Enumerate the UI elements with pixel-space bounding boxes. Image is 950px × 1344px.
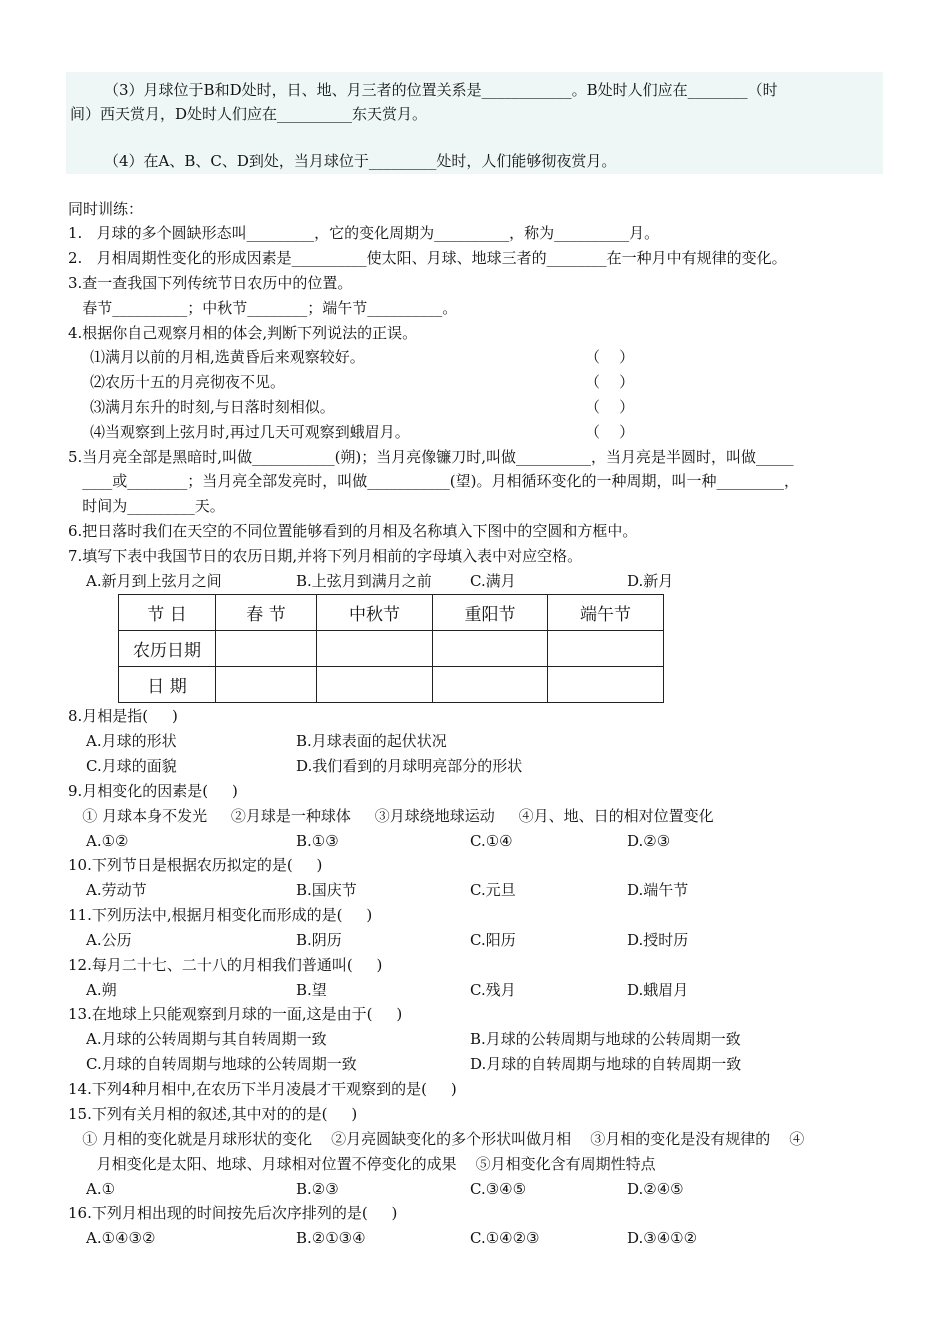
table-header-cell: 春 节 (216, 595, 317, 631)
mc-question-11: 11.下列历法中,根据月相变化而形成的是( ) (68, 906, 373, 924)
fill-question-6: 6.把日落时我们在天空的不同位置能够看到的月相及名称填入下图中的空圆和方框中。 (68, 522, 638, 540)
q10-option-c[interactable]: C.元旦 (470, 881, 516, 899)
q9-option-a[interactable]: A.①② (86, 832, 129, 850)
q9-statements: ① 月球本身不发光 ②月球是一种球体 ③月球绕地球运动 ④月、地、日的相对位置变化 (68, 807, 714, 825)
q15-option-c[interactable]: C.③④⑤ (470, 1180, 527, 1198)
q11-option-d[interactable]: D.授时历 (627, 931, 689, 949)
q4-answer-paren-2[interactable]: （ ） (585, 373, 635, 391)
fill-question-5-line3: 时间为_________天。 (68, 497, 225, 515)
table-cell[interactable] (317, 667, 433, 703)
q15-option-b[interactable]: B.②③ (296, 1180, 339, 1198)
q8-option-a[interactable]: A.月球的形状 (86, 732, 177, 750)
q13-option-d[interactable]: D.月球的自转周期与地球的自转周期一致 (470, 1055, 742, 1073)
q8-option-b[interactable]: B.月球表面的起伏状况 (296, 732, 447, 750)
q3-moon-position-line2: 间）西天赏月，D处时人们应在__________东天赏月。 (70, 105, 428, 123)
q4-statement-3: ⑶满月东升的时刻,与日落时刻相似。 (90, 398, 335, 416)
q12-option-a[interactable]: A.朔 (86, 981, 117, 999)
table-header-cell: 端午节 (548, 595, 664, 631)
fill-question-3-items: 春节__________；中秋节________；端午节__________。 (68, 299, 458, 317)
q7-option-c: C.满月 (470, 572, 516, 590)
table-header-cell: 重阳节 (433, 595, 548, 631)
q16-option-d[interactable]: D.③④①② (627, 1229, 698, 1247)
table-header-cell: 中秋节 (317, 595, 433, 631)
q13-option-a[interactable]: A.月球的公转周期与其自转周期一致 (86, 1030, 327, 1048)
q9-option-d[interactable]: D.②③ (627, 832, 671, 850)
mc-question-12: 12.每月二十七、二十八的月相我们普通叫( ) (68, 956, 383, 974)
q15-statements-line1: ① 月相的变化就是月球形状的变化 ②月亮圆缺变化的多个形状叫做月相 ③月相的变化是没有规律的 ④ (68, 1130, 805, 1148)
fill-question-2: 2. 月相周期性变化的形成因素是__________使太阳、月球、地球三者的________在一种月中有规律的变化。 (68, 249, 787, 267)
q9-option-b[interactable]: B.①③ (296, 832, 339, 850)
table-row (119, 631, 664, 667)
q9-option-c[interactable]: C.①④ (470, 832, 513, 850)
fill-question-1: 1. 月球的多个圆缺形态叫_________，它的变化周期为__________，称为__________月。 (68, 224, 660, 242)
q15-statements-line2: 月相变化是太阳、地球、月球相对位置不停变化的成果 ⑤月相变化含有周期性特点 (68, 1155, 656, 1173)
q8-option-d[interactable]: D.我们看到的月球明亮部分的形状 (296, 757, 523, 775)
fill-question-3: 3.查一查我国下列传统节日农历中的位置。 (68, 274, 353, 292)
section-title: 同时训练： (68, 200, 144, 218)
mc-question-15: 15.下列有关月相的叙述,其中对的的是( ) (68, 1105, 358, 1123)
mc-question-9: 9.月相变化的因素是( ) (68, 782, 238, 800)
table-cell[interactable] (317, 631, 433, 667)
fill-question-4: 4.根据你自己观察月相的体会,判断下列说法的正误。 (68, 324, 418, 342)
q11-option-b[interactable]: B.阴历 (296, 931, 342, 949)
q4-answer-paren-1[interactable]: （ ） (585, 348, 635, 366)
q4-statement-1: ⑴满月以前的月相,选黄昏后来观察较好。 (90, 348, 365, 366)
q13-option-c[interactable]: C.月球的自转周期与地球的公转周期一致 (86, 1055, 357, 1073)
q11-option-c[interactable]: C.阳历 (470, 931, 516, 949)
table-cell[interactable] (433, 667, 548, 703)
mc-question-10: 10.下列节日是根据农历拟定的是( ) (68, 856, 323, 874)
q7-option-d: D.新月 (627, 572, 674, 590)
q7-option-b: B.上弦月到满月之前 (296, 572, 432, 590)
mc-question-16: 16.下列月相出现的时间按先后次序排列的是( ) (68, 1204, 398, 1222)
q15-option-a[interactable]: A.① (86, 1180, 116, 1198)
q7-option-a: A.新月到上弦月之间 (86, 572, 222, 590)
q16-option-c[interactable]: C.①④②③ (470, 1229, 540, 1247)
mc-question-14: 14.下列4种月相中,在农历下半月凌晨才干观察到的是( ) (68, 1080, 457, 1098)
q4-statement-2: ⑵农历十五的月亮彻夜不见。 (90, 373, 286, 391)
q16-option-a[interactable]: A.①④③② (86, 1229, 156, 1247)
festival-table (118, 594, 664, 703)
q8-option-c[interactable]: C.月球的面貌 (86, 757, 177, 775)
table-row-label: 农历日期 (119, 631, 216, 667)
table-cell[interactable] (548, 667, 664, 703)
q4-all-night-viewing: （4）在A、B、C、D到处，当月球位于_________处时，人们能够彻夜赏月。 (104, 152, 617, 170)
table-cell[interactable] (216, 631, 317, 667)
q12-option-d[interactable]: D.蛾眉月 (627, 981, 689, 999)
table-header-row (119, 595, 664, 631)
q10-option-b[interactable]: B.国庆节 (296, 881, 357, 899)
table-header-cell: 节 日 (119, 595, 216, 631)
q12-option-c[interactable]: C.残月 (470, 981, 516, 999)
q11-option-a[interactable]: A.公历 (86, 931, 132, 949)
fill-question-7: 7.填写下表中我国节日的农历日期,并将下列月相前的字母填入表中对应空格。 (68, 547, 583, 565)
mc-question-8: 8.月相是指( ) (68, 707, 178, 725)
q4-answer-paren-4[interactable]: （ ） (585, 423, 635, 441)
fill-question-5-line1: 5.当月亮全部是黑暗时,叫做___________(朔)；当月亮像镰刀时,叫做__________，当月亮是半圆时，叫做_____ (68, 448, 794, 466)
q13-option-b[interactable]: B.月球的公转周期与地球的公转周期一致 (470, 1030, 741, 1048)
table-row-label: 日 期 (119, 667, 216, 703)
table-cell[interactable] (216, 667, 317, 703)
q12-option-b[interactable]: B.望 (296, 981, 327, 999)
table-row (119, 667, 664, 703)
table-cell[interactable] (433, 631, 548, 667)
q3-moon-position-line1: （3）月球位于B和D处时，日、地、月三者的位置关系是____________。B处时人们应在________（时 (104, 81, 778, 99)
q4-answer-paren-3[interactable]: （ ） (585, 398, 635, 416)
q10-option-a[interactable]: A.劳动节 (86, 881, 147, 899)
fill-question-5-line2: ____或________；当月亮全部发亮时，叫做___________(望)。月相循环变化的一种周期，叫一种_________， (68, 472, 800, 490)
q10-option-d[interactable]: D.端午节 (627, 881, 689, 899)
q4-statement-4: ⑷当观察到上弦月时,再过几天可观察到蛾眉月。 (90, 423, 410, 441)
mc-question-13: 13.在地球上只能观察到月球的一面,这是由于( ) (68, 1005, 403, 1023)
q16-option-b[interactable]: B.②①③④ (296, 1229, 366, 1247)
q15-option-d[interactable]: D.②④⑤ (627, 1180, 684, 1198)
table-cell[interactable] (548, 631, 664, 667)
